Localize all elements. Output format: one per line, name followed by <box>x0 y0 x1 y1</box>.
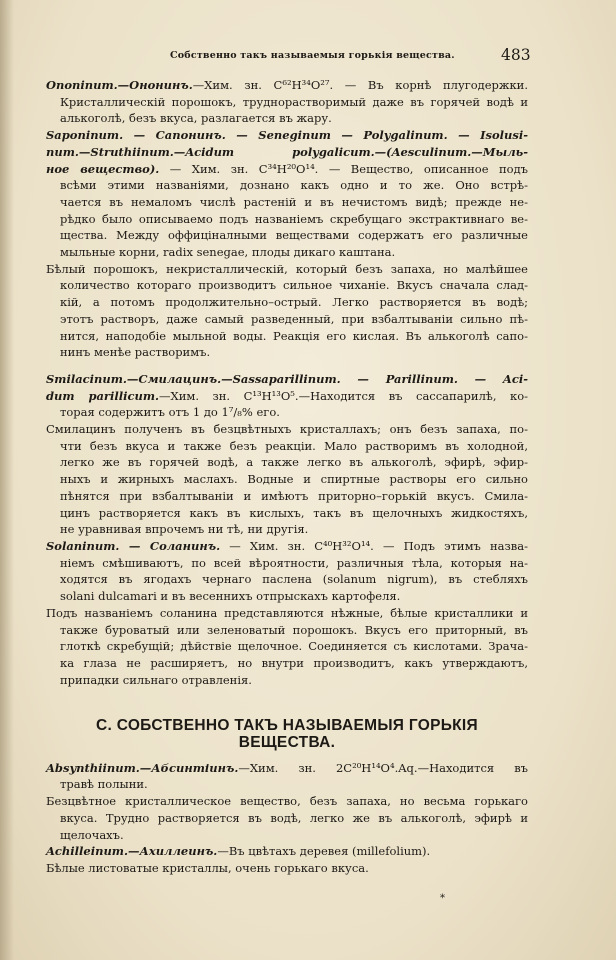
line-text: припадки сильнаго отравленія. <box>60 672 252 687</box>
entry-title: Achilleinum.—Ахиллеинъ. <box>46 844 218 859</box>
line-text: всѣми этими названіями, дознано какъ одно и то же. Оно встрѣ- <box>60 178 528 193</box>
description-line <box>46 521 528 538</box>
description-line <box>46 622 528 639</box>
description-line <box>46 454 528 471</box>
entry-line <box>46 244 528 261</box>
description-line <box>46 860 528 877</box>
description-line <box>46 328 528 345</box>
entry-line <box>46 388 528 405</box>
line-text: не уравнивая впрочемъ ни тѣ, ни другія. <box>60 522 309 537</box>
line-text: торая содержитъ отъ 1 до 1⁷/₈% его. <box>60 405 280 420</box>
entry-line <box>46 843 528 860</box>
line-text: —Въ цвѣтахъ деревея (millefolium). <box>217 844 431 859</box>
line-text: —Хим. зн. C¹³H¹³O⁵.—Находится въ сассапарилѣ, ко- <box>159 388 528 403</box>
line-text: —Хим. зн. 2C²⁰H¹⁴O⁴.Aq.—Находится въ <box>238 760 528 775</box>
description-line <box>46 655 528 672</box>
line-text: Бѣлые листоватые кристаллы, очень горькаго вкуса. <box>46 860 369 875</box>
line-text: нинъ менѣе растворимъ. <box>60 345 211 360</box>
entry-title: ное вещество). <box>46 161 160 176</box>
entry-line <box>46 371 528 388</box>
entry-title: dum parillicum. <box>46 388 160 403</box>
line-text: чается въ немаломъ числѣ растеній и въ нечистомъ видѣ; прежде не- <box>60 194 528 209</box>
line-text: ніемъ смѣшиваютъ, по всей вѣроятности, различныя тѣла, которыя на- <box>60 555 528 570</box>
line-text: Кристаллическій порошокъ, труднорастворимый даже въ горячей водѣ и <box>60 94 528 109</box>
line-text: рѣдко было описываемо подъ названіемъ скребущаго экстрактивнаго ве- <box>60 211 528 226</box>
line-text: — Хим. зн. C⁴⁰H³²O¹⁴. — Подъ этимъ назва- <box>220 538 528 553</box>
entry-line <box>46 177 528 194</box>
description-line <box>46 505 528 522</box>
line-text: щества. Между оффиціналными веществами содержатъ его различные <box>60 228 528 243</box>
description-line <box>46 471 528 488</box>
line-text: Бѣлый порошокъ, некристаллическій, который безъ запаха, но малѣйшее <box>46 261 528 276</box>
entry-line <box>46 194 528 211</box>
line-text: ныхъ и жирныхъ маслахъ. Водные и спиртные растворы его сильно <box>60 472 528 487</box>
page-text <box>46 77 528 877</box>
entry-line <box>46 110 528 127</box>
line-text: глоткѣ скребущій; дѣйствіе щелочное. Соединяется съ кислотами. Зрача- <box>60 639 528 654</box>
footer-mark: * <box>440 893 445 904</box>
description-line <box>46 294 528 311</box>
line-text: мыльные корни, radix senegae, плоды дикаго каштана. <box>60 245 396 260</box>
line-text: алькоголѣ, безъ вкуса, разлагается въ жару. <box>60 111 332 126</box>
line-text: нится, наподобіе мыльной воды. Реакція его кислая. Въ алькоголѣ сапо- <box>60 328 528 343</box>
entry-line <box>46 127 528 144</box>
description-line <box>46 827 528 844</box>
entry-line <box>46 94 528 111</box>
entry-line <box>46 77 528 94</box>
description-line <box>46 311 528 328</box>
line-text: — Хим. зн. C³⁴H²⁰O¹⁴. — Вещество, описанное подъ <box>159 161 528 176</box>
entry-line <box>46 227 528 244</box>
entry-line <box>46 571 528 588</box>
line-text: количество котораго производитъ сильное чиханіе. Вкусъ сначала слад- <box>60 278 528 293</box>
entry-line <box>46 588 528 605</box>
description-line <box>46 793 528 810</box>
entry-title: Absynthiinum.—Абсинтіинъ. <box>46 760 239 775</box>
entry-line <box>46 404 528 421</box>
description-line <box>46 277 528 294</box>
entry-line <box>46 760 528 777</box>
page-shadow <box>0 0 14 960</box>
running-head: Собственно такъ называемыя горькія вещества. <box>170 50 455 61</box>
description-line <box>46 672 528 689</box>
description-line <box>46 638 528 655</box>
description-line <box>46 261 528 278</box>
line-text: цинъ растворяется какъ въ кислыхъ, такъ въ щелочныхъ жидкостяхъ, <box>60 505 528 520</box>
line-text: травѣ полыни. <box>60 777 148 792</box>
description-line <box>46 605 528 622</box>
description-line <box>46 438 528 455</box>
line-text: Смилацинъ полученъ въ безцвѣтныхъ кристаллахъ; онъ безъ запаха, по- <box>46 422 528 437</box>
entry-title: Solaninum. — Соланинъ. <box>46 538 221 553</box>
line-text: —Хим. зн. C⁶²H³⁴O²⁷. — Въ корнѣ плугодержки. <box>192 78 528 92</box>
line-text: чти безъ вкуса и также безъ реакціи. Мало растворимъ въ холодной, <box>60 438 528 453</box>
line-text: пѣнятся при взбалтываніи и имѣютъ приторно–горькій вкусъ. Смила- <box>60 488 528 503</box>
entry-line <box>46 161 528 178</box>
line-text: также буроватый или зеленоватый порошокъ. Вкусъ его приторный, въ <box>60 622 528 637</box>
entry-line <box>46 555 528 572</box>
line-text: ходятся въ ягодахъ чернаго паслена (solanum nigrum), въ стебляхъ <box>60 572 528 587</box>
line-text: ка глаза не расширяетъ, но внутри производитъ, какъ утверждаютъ, <box>60 655 528 670</box>
description-line <box>46 810 528 827</box>
line-text: этотъ растворъ, даже самый разведенный, при взбалтываніи сильно пѣ- <box>60 311 528 326</box>
description-line <box>46 421 528 438</box>
entry-title: Saponinum. — Сапонинъ. — Seneginum — Polygalinum. — Isolusi- <box>46 128 528 143</box>
line-text: вкуса. Трудно растворяется въ водѣ, легко же въ алькоголѣ, эфирѣ и <box>60 810 528 825</box>
entry-title: num.—Struthiinum.—Acidum polygalicum.—(Aesculinum.—Мыль- <box>46 144 528 159</box>
description-line <box>46 488 528 505</box>
entry-title: Ononinum.—Ононинъ. <box>46 78 193 92</box>
line-text: solani dulcamari и въ весеннихъ отпрыскахъ картофеля. <box>60 589 401 604</box>
section-heading: C. СОБСТВЕННО ТАКЪ НАЗЫВАЕМЫЯ ГОРЬКІЯ ВЕЩЕСТВА. <box>96 717 478 752</box>
entry-line <box>46 211 528 228</box>
line-text: Подъ названіемъ соланина представляются нѣжные, бѣлые кристаллики и <box>46 605 528 620</box>
entry-title: Smilacinum.—Смилацинъ.—Sassaparillinum. — Parillinum. — Aci- <box>46 371 528 386</box>
page-number: 483 <box>501 46 531 64</box>
line-text: кій, а потомъ продолжительно–острый. Легко растворяется въ водѣ; <box>60 295 528 310</box>
entry-line <box>46 538 528 555</box>
entry-line <box>46 144 528 161</box>
line-text: Безцвѣтное кристаллическое вещество, безъ запаха, но весьма горькаго <box>46 794 528 809</box>
entry-line <box>46 776 528 793</box>
block-gap <box>46 361 528 371</box>
line-text: щелочахъ. <box>60 827 124 842</box>
line-text: легко же въ горячей водѣ, а также легко въ алькоголѣ, эфирѣ, эфир- <box>60 455 528 470</box>
description-line <box>46 344 528 361</box>
